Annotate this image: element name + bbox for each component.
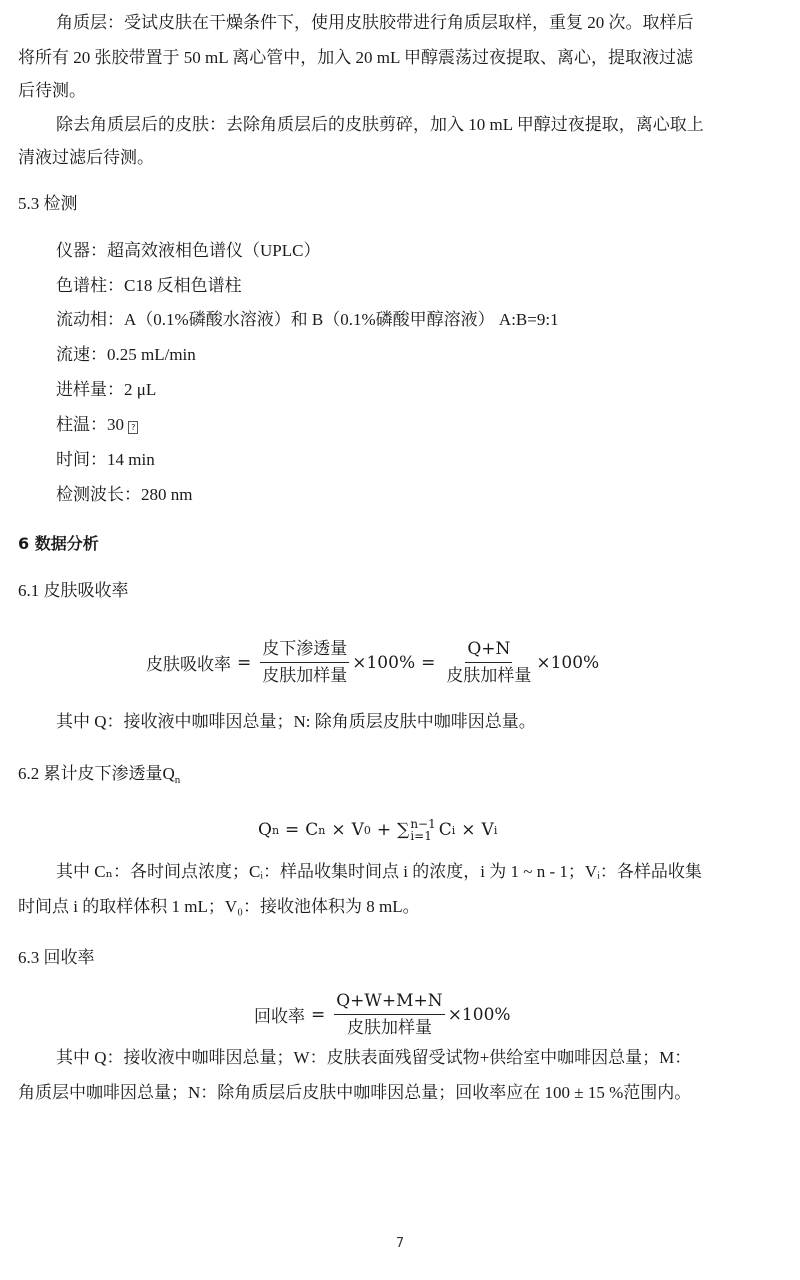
- formula-c-sub: n: [318, 823, 326, 837]
- formula-6-2-note-line1: 其中 Cₙ：各时间点浓度；Cᵢ：样品收集时间点 i 的浓度，i 为 1 ~ n - 1；Vᵢ：各样品收集: [56, 862, 702, 881]
- section-heading-5-3: 5.3 检测: [18, 194, 78, 213]
- paragraph-stratum-corneum-line2: 将所有 20 张胶带置于 50 mL 离心管中，加入 20 mL 甲醇震荡过夜提取、离心，提取液过滤: [18, 48, 693, 67]
- formula-skin-absorption-rate: [146, 638, 599, 687]
- page-number: 7: [395, 1236, 405, 1251]
- formula-cumulative-permeation: [258, 818, 497, 842]
- fraction-2: [444, 638, 533, 687]
- formula-vi: V: [481, 820, 494, 840]
- formula-q-sub: n: [271, 823, 280, 837]
- formula-lhs: 皮肤吸收率: [146, 655, 231, 675]
- spec-column-temperature: [56, 414, 138, 436]
- spec-detection-wavelength: 检测波长：280 nm: [56, 485, 193, 504]
- sum-lower: i=1: [410, 829, 432, 843]
- formula-equals: =: [237, 652, 252, 673]
- spec-column: 色谱柱：C18 反相色谱柱: [56, 276, 242, 295]
- formula-recovery-rate: [254, 990, 511, 1039]
- fraction-1-denominator: 皮肤加样量: [262, 666, 348, 686]
- formula-6-1-note: 其中 Q：接收液中咖啡因总量；N: 除角质层皮肤中咖啡因总量。: [56, 712, 536, 731]
- spec-injection-volume: 进样量：2 μL: [56, 380, 157, 399]
- formula-6-3-note-line1: 其中 Q：接收液中咖啡因总量；W：皮肤表面残留受试物+供给室中咖啡因总量；M：: [56, 1048, 692, 1067]
- section-heading-6-2: [18, 763, 180, 791]
- paragraph-skin-line2: 清液过滤后待测。: [18, 148, 154, 167]
- paragraph-skin-line1: 除去角质层后的皮肤：去除角质层后的皮肤剪碎，加入 10 mL 甲醇过夜提取，离心取上: [56, 115, 704, 134]
- formula-6-2-note-line2: 时间点 i 的取样体积 1 mL；V₀：接收池体积为 8 mL。: [18, 897, 420, 916]
- fraction-1-numerator: 皮下渗透量: [260, 638, 349, 663]
- fraction-2-denominator: 皮肤加样量: [446, 666, 532, 686]
- paragraph-stratum-corneum-line3: 后待测。: [18, 81, 86, 100]
- sum-sign: ∑: [397, 820, 410, 840]
- spec-mobile-phase: 流动相：A（0.1%磷酸水溶液）和 B（0.1%磷酸甲醇溶液） A:B=9:1: [56, 310, 559, 329]
- formula-c: C: [305, 820, 319, 840]
- formula-times-2: ×: [461, 820, 476, 840]
- formula-ci-sub: i: [451, 823, 456, 837]
- formula-plus: +: [376, 820, 392, 840]
- formula-times: ×: [331, 820, 346, 840]
- formula-equals: =: [311, 1004, 326, 1025]
- formula-q: Q: [258, 820, 272, 840]
- fraction-2-numerator: Q+N: [465, 638, 512, 663]
- formula-v: V: [351, 820, 364, 840]
- spec-run-time: 时间：14 min: [56, 450, 155, 469]
- sum-upper: n−1: [410, 817, 436, 831]
- fraction-denominator: 皮肤加样量: [346, 1018, 432, 1038]
- spec-flow-rate: 流速：0.25 mL/min: [56, 345, 196, 364]
- section-heading-6-1: 6.1 皮肤吸收率: [18, 581, 129, 600]
- section-heading-6-3: 6.3 回收率: [18, 948, 95, 967]
- formula-times-100-1: ×100%: [352, 652, 416, 673]
- formula-lhs: 回收率: [254, 1007, 305, 1027]
- fraction-numerator: Q+W+M+N: [334, 990, 444, 1015]
- sum-limits: [410, 818, 435, 842]
- formula-equals: =: [285, 820, 300, 840]
- formula-v-sub: 0: [363, 823, 371, 837]
- missing-glyph-icon: ?: [128, 421, 138, 434]
- section-heading-6-2-sub: n: [174, 774, 181, 786]
- formula-times-100: ×100%: [447, 1004, 511, 1025]
- formula-6-3-note-line2: 角质层中咖啡因总量；N：除角质层后皮肤中咖啡因总量；回收率应在 100 ± 15 %范围内。: [18, 1083, 692, 1102]
- formula-ci: C: [438, 820, 452, 840]
- spec-column-temperature-text: 柱温：30: [56, 415, 129, 434]
- formula-vi-sub: i: [493, 823, 498, 837]
- fraction: [334, 990, 444, 1039]
- spec-instrument: 仪器：超高效液相色谱仪（UPLC）: [56, 241, 321, 260]
- formula-times-100-2: ×100%: [536, 652, 600, 673]
- paragraph-stratum-corneum-line1: 角质层：受试皮肤在干燥条件下，使用皮肤胶带进行角质层取样，重复 20 次。取样后: [56, 13, 694, 32]
- section-heading-6-2-text: 6.2 累计皮下渗透量Q: [18, 764, 175, 783]
- section-heading-6: 6 数据分析: [18, 534, 99, 553]
- formula-sum: [397, 818, 439, 842]
- formula-equals-2: =: [421, 652, 436, 673]
- fraction-1: [260, 638, 349, 687]
